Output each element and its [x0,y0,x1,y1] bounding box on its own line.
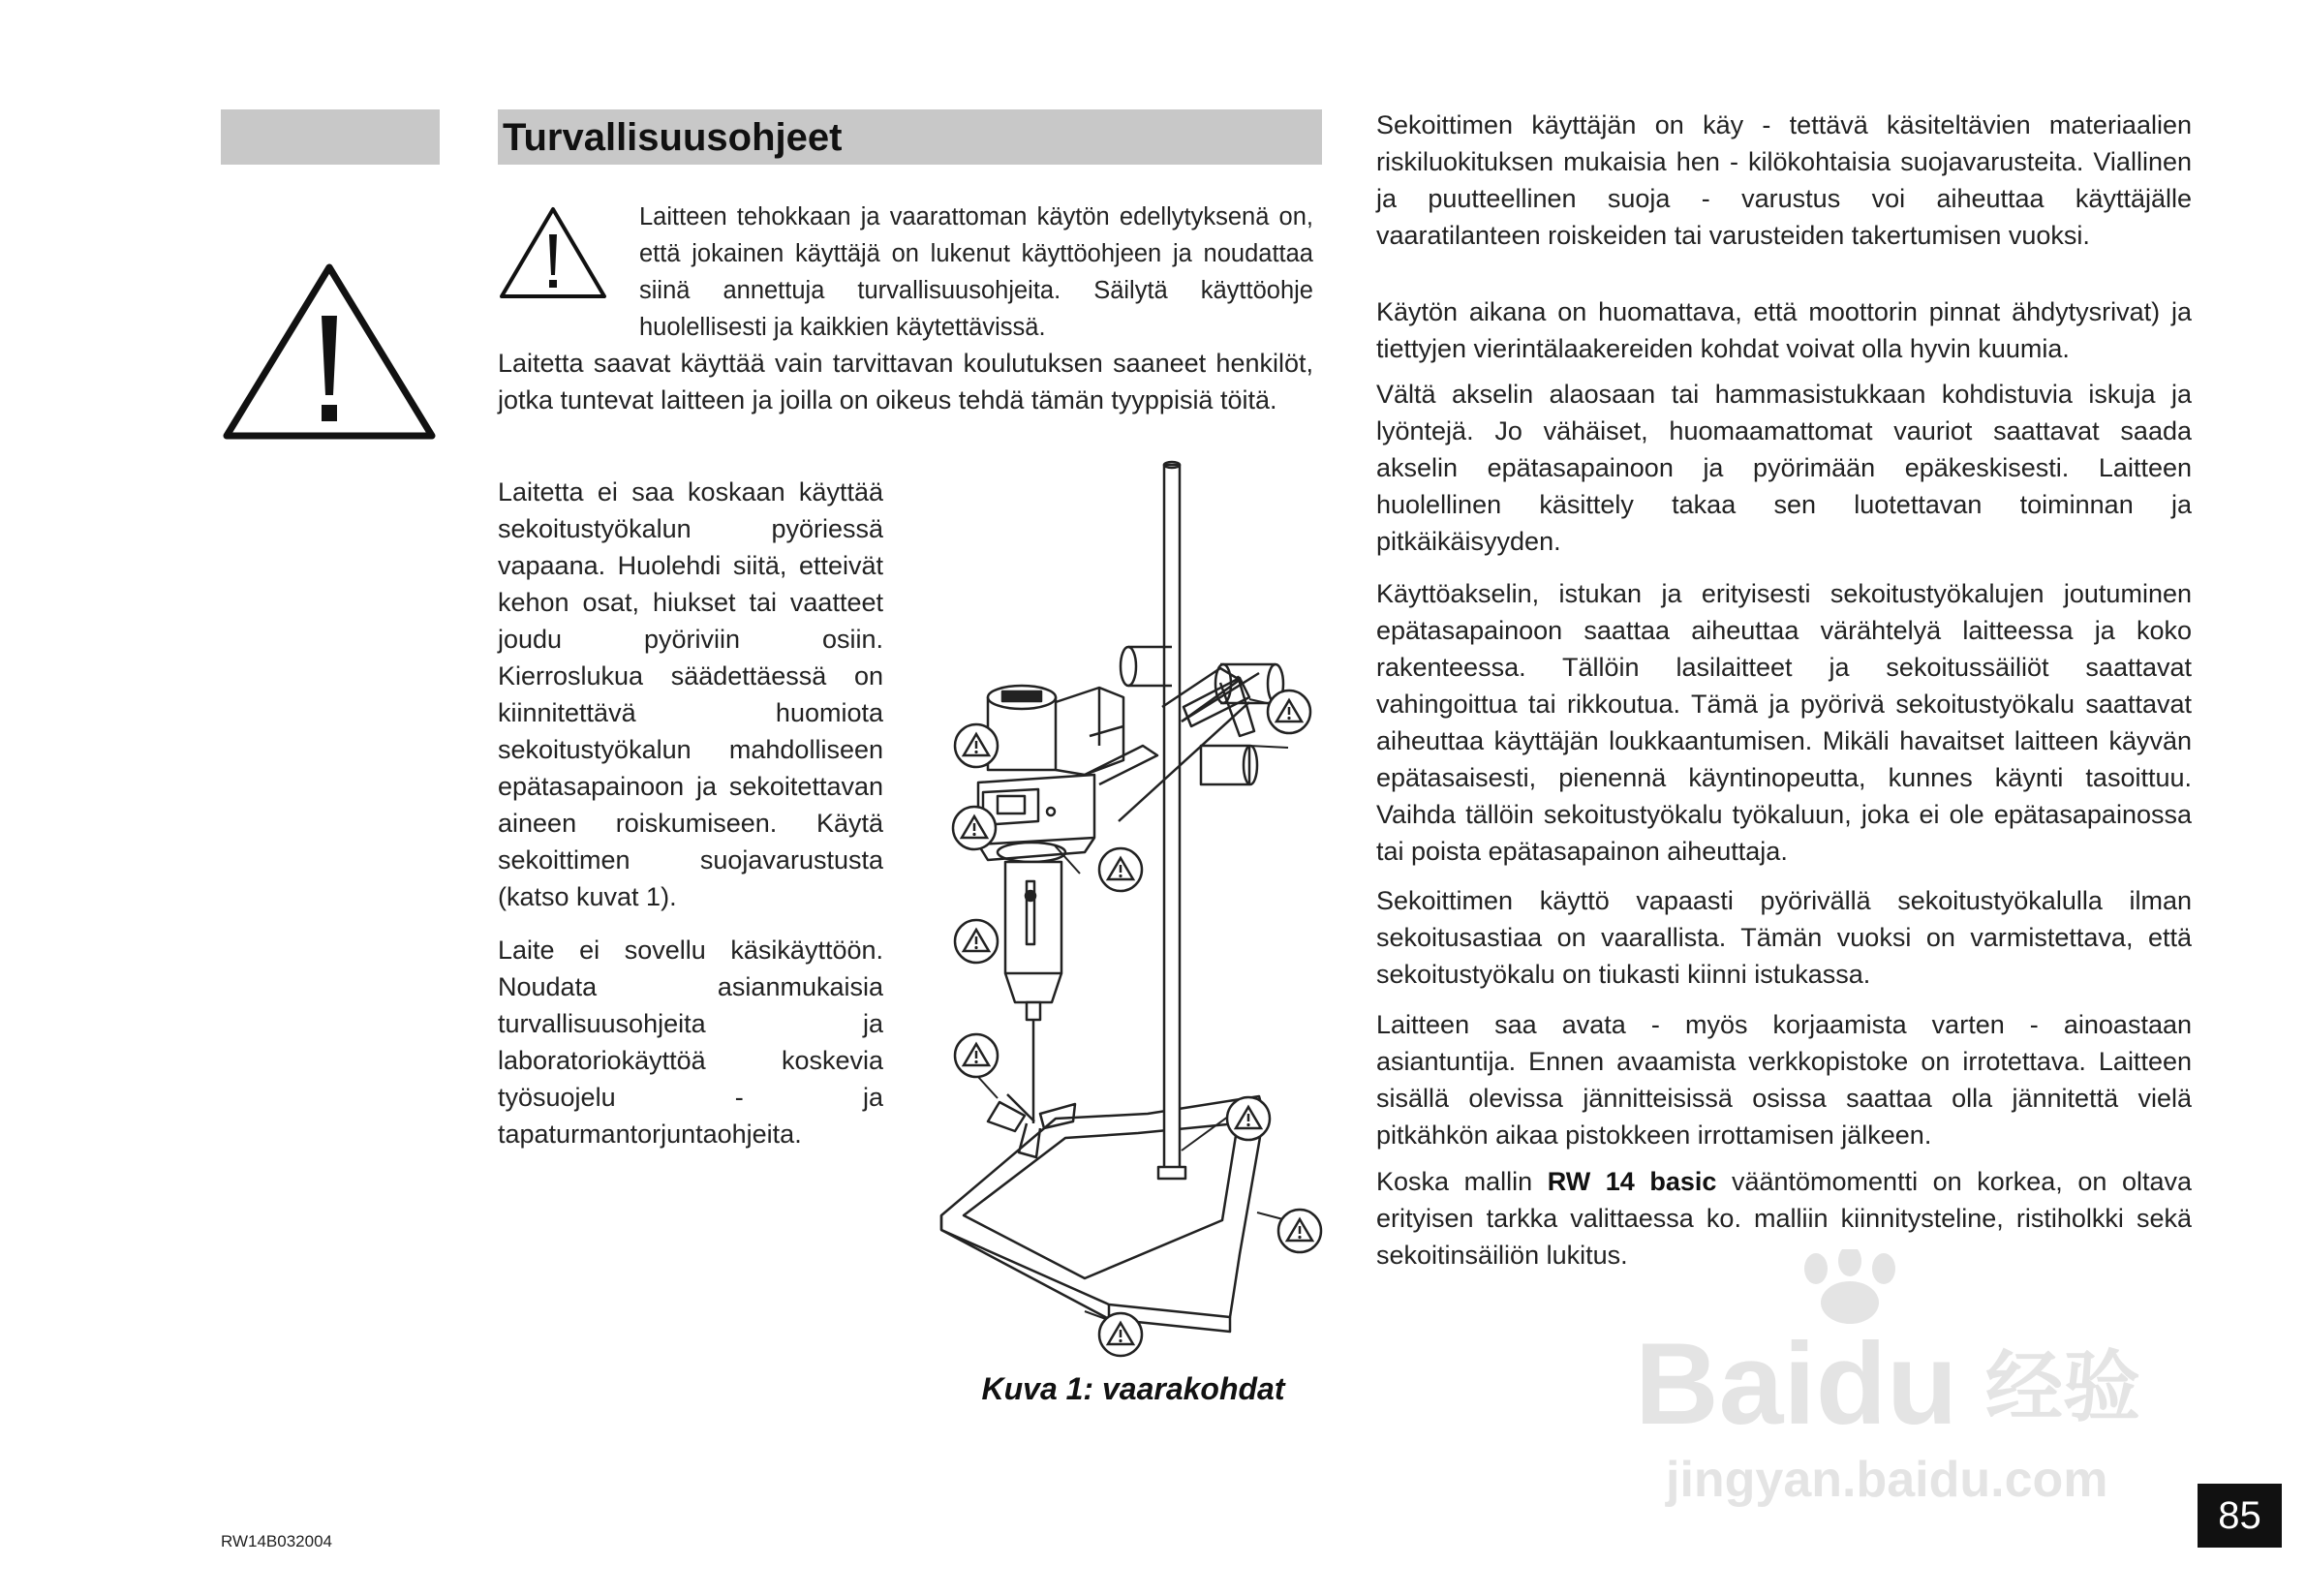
watermark-url: jingyan.baidu.com [1666,1452,2108,1508]
right-paragraph: Laitteen saa avata - myös korjaamista varten - ainoastaan asiantuntija. Ennen avaamista verkkopistoke on irrotettava. Laitteen sisällä olevissa jännitteisissä osissa saattaa olla jännitettä vielä pitkähkön aikaa pistokkeen irrottamisen jälkeen. [1376,1010,2192,1150]
watermark-brand: Baidu [1635,1319,1958,1449]
right-paragraph: Vältä akselin alaosaan tai hammasistukkaan kohdistuvia iskuja ja lyöntejä. Jo vähäiset, huomaamattomat vauriot saattavat saada akselin epätasapainoon ja pyörimään epäkeskisesti. Laitteen huolellinen käsittely takaa sen luotettavan toiminnan ja pitkäikäisyyden. [1376,380,2192,556]
left-paragraph: Laitetta ei saa koskaan käyttää sekoitustyökalun pyöriessä vapaana. Huolehdi siitä, etteivät kehon osat, hiukset tai vaatteet joudu pyöriviin osiin. Kierroslukua säädettäessä on kiinnitettävä huomiota sekoitustyökalun mahdolliseen epätasapainoon ja sekoitettavan aineen roiskumiseen. Käytä sekoittimen suojavarustusta (katso kuvat 1). [498,477,883,911]
right-paragraph: Käytön aikana on huomattava, että moottorin pinnat ähdytysrivat) ja tiettyjen vierintälaakereiden kohdat voivat olla hyvin kuumia. [1376,297,2192,363]
figure-caption: Kuva 1: vaarakohdat [981,1371,1285,1406]
model-name: RW 14 basic [1547,1167,1717,1196]
right-paragraph: Sekoittimen käyttäjän on käy - tettävä käsiteltävien materiaalien riskiluokituksen mukaisia hen - kilökohtaisia suojavarusteita. Viallinen ja puutteellinen suoja - varustus voi aiheuttaa käyttäjälle vaaratilanteen roiskeiden tai varusteiden takertumisen vuoksi. [1376,110,2192,250]
baidu-watermark [1627,1249,2169,1511]
warning-small-icon [498,205,608,302]
right-paragraph: Sekoittimen käyttö vapaasti pyörivällä sekoitustyökalulla ilman sekoitusastiaa on vaarallista. Tämän vuoksi on varmistettava, että sekoitustyökalu on tiukasti kiinni istukassa. [1376,886,2192,989]
stirrer-figure [930,455,1337,1366]
warning-triangle-icon [221,260,438,444]
intro-text: Laitteen tehokkaan ja vaarattoman käytön edellytyksenä on, että jokainen käyttäjä on lukenut käyttöohjeen ja noudattaa siinä annettuja turvallisuusohjeita. Säilytä käyttöohje huolellisesti ja kaikkien käytettävissä. [639,203,1313,341]
left-paragraph: Laitetta saavat käyttää vain tarvittavan koulutuksen saaneet henkilöt, jotka tuntevat laitteen ja joilla on oikeus tehdä tämän tyyppisiä töitä. [498,349,1313,414]
document-code: RW14B032004 [221,1532,332,1550]
right-paragraph: Käyttöakselin, istukan ja erityisesti sekoitustyökalujen joutuminen epätasapainoon saattaa aiheuttaa värähtelyä laitteessa ja koko rakenteessa. Tällöin lasilaitteet ja sekoitussäiliöt saattavat vahingoittua tai rikkoutua. Tämä ja pyörivä sekoitustyökalu saattavat aiheuttaa käyttäjän loukkaantumisen. Mikäli havaitset laitteen käyvän epätasaisesti, pienennä käyntinopeutta, kunnes käynti tasoittuu. Vaihda tällöin sekoitustyökalu työkaluun, joka ei ole epätasapainossa tai poista epätasapainon aiheuttaja. [1376,579,2192,866]
left-paragraph: Laite ei sovellu käsikäyttöön. Noudata asianmukaisia turvallisuusohjeita ja laboratoriokäyttöä koskevia työsuojelu - ja tapaturmantorjuntaohjeita. [498,936,883,1149]
page-title: Turvallisuusohjeet [503,116,843,159]
right-paragraph-model: Koska mallin RW 14 basic vääntömomentti on korkea, on oltava erityisen tarkka valittaessa ko. malliin kiinnitysteline, ristiholkki sekä sekoitinsäiliön lukitus. [1376,1167,2192,1270]
page-number: 85 [2198,1484,2282,1548]
side-header-bar [221,109,440,165]
watermark-chinese: 经验 [1985,1344,2140,1430]
